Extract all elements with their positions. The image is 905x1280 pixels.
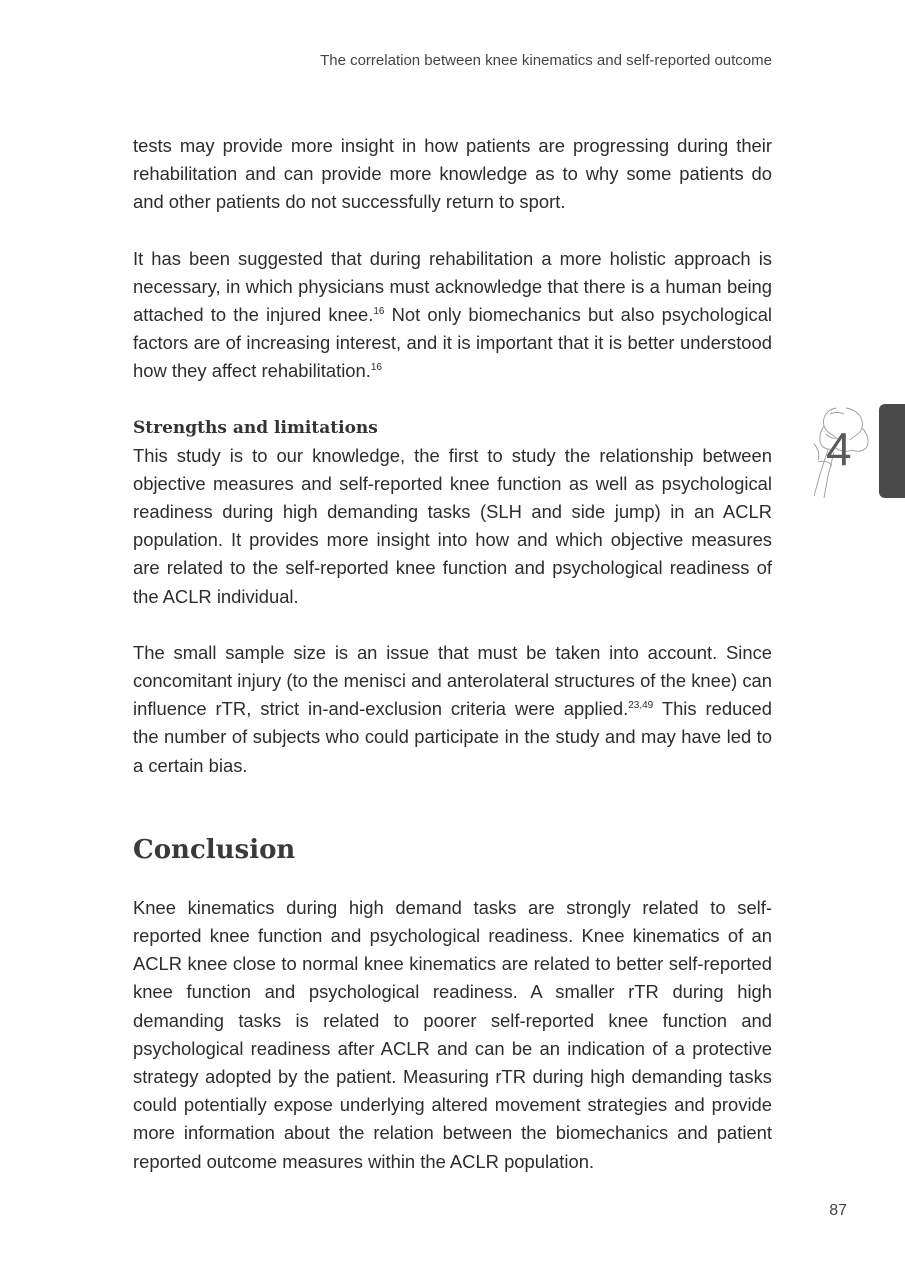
section-heading-conclusion: Conclusion xyxy=(133,834,296,865)
paragraph-holistic-text: It has been suggested that during rehabilitation a more holistic approach is necessary, in which physicians must acknowledge that there is a human being attached to the injured knee. xyxy=(133,247,772,326)
page-body xyxy=(133,132,772,1176)
paragraph-limitations-text-2: This reduced the number of subjects who could participate in the study and may have led to a certain bias. xyxy=(133,698,772,776)
page-number: 87 xyxy=(829,1202,847,1219)
paragraph-holistic xyxy=(133,245,772,386)
paragraph-strengths: This study is to our knowledge, the first to study the relationship between objective measures and self-reported knee function as well as psychological readiness during high demanding tasks (SLH and side jump) in an ACLR population. It provides more insight into how and which objective measures are related to the self-reported knee function and psychological readiness of the ACLR individual. xyxy=(133,444,772,607)
paragraph-limitations xyxy=(133,639,772,780)
chapter-thumb-tab xyxy=(879,404,905,498)
subheading-strengths-limitations: Strengths and limitations xyxy=(133,417,378,438)
paragraph-conclusion: Knee kinematics during high demand tasks are strongly related to self-reported knee function and psychological readiness. Knee kinematics of an ACLR knee close to normal knee kinematics are related to better self-reported knee function and psychological readiness. A smaller rTR during high demanding tasks is related to poorer self-reported knee function and psychological readiness after ACLR and can be an indication of a protective strategy adopted by the patient. Measuring rTR during high demanding tasks could potentially expose underlying altered movement strategies and provide more information about the relation between the biomechanics and patient reported outcome measures within the ACLR population. xyxy=(133,896,772,1172)
paragraph-intro: tests may provide more insight in how patients are progressing during their rehabilitation and can provide more knowledge as to why some patients do and other patients do not successfully return to sport. xyxy=(133,135,772,213)
citation-ref: 16 xyxy=(370,362,382,374)
paragraph-holistic-text-2: Not only biomechanics but also psychological factors are of increasing interest, and it is important that it is better understood how they affect rehabilitation. xyxy=(133,304,773,382)
citation-ref: 23,49 xyxy=(628,700,654,712)
paragraph-limitations-text: The small sample size is an issue that must be taken into account. Since concomitant injury (to the menisci and anterolateral structures of the knee) can influence rTR, strict in-and-exclusion criteria were applied. xyxy=(133,641,772,720)
running-header: The correlation between knee kinematics and self-reported outcome xyxy=(320,52,772,69)
chapter-number: 4 xyxy=(826,423,852,475)
citation-ref: 16 xyxy=(373,305,385,317)
